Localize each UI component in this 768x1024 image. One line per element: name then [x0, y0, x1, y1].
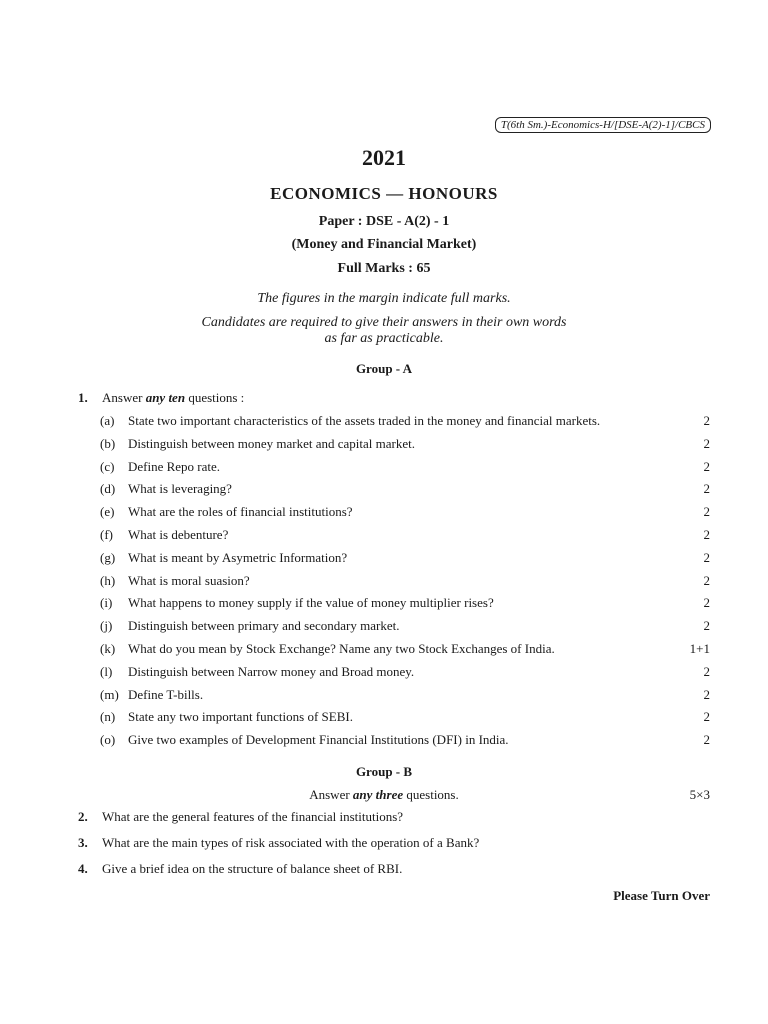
group-b-question: [78, 861, 708, 877]
group-b-question: [78, 835, 708, 851]
question-number: 4.: [78, 861, 88, 876]
instruction-prefix: Answer: [309, 787, 353, 802]
paper-title: (Money and Financial Market): [291, 237, 477, 252]
sub-question-marks: 2: [703, 481, 710, 497]
sub-question-text: Distinguish between money market and capital market.: [128, 435, 415, 451]
question-text: What are the main types of risk associated with the operation of a Bank?: [102, 835, 480, 850]
sub-question-label: (l): [100, 663, 113, 679]
sub-question-marks: 2: [703, 618, 710, 634]
instruction-prefix: Answer: [102, 390, 146, 405]
sub-question-text: Give two examples of Development Financial Institutions (DFI) in India.: [128, 732, 509, 748]
question-number: 3.: [78, 835, 88, 850]
sub-question-text: What is debenture?: [128, 527, 229, 542]
sub-question-label: (g): [100, 549, 116, 565]
sub-question: [100, 504, 710, 520]
sub-question: [100, 732, 710, 748]
group-b-marks: 5×3: [689, 787, 710, 802]
subject-title: ECONOMICS — HONOURS: [270, 184, 498, 203]
exam-year: 2021: [362, 145, 406, 170]
sub-question-marks: 2: [703, 709, 710, 725]
sub-question: [100, 573, 710, 589]
sub-question-marks: 2: [703, 504, 710, 520]
sub-question: [100, 595, 710, 611]
sub-question-label: (h): [100, 572, 116, 588]
sub-question: [100, 618, 710, 634]
sub-question-label: (b): [100, 435, 116, 451]
instruction-note-3: as far as practicable.: [324, 331, 444, 346]
instruction-suffix: questions :: [185, 390, 245, 405]
sub-question-label: (e): [100, 504, 115, 520]
sub-question: [100, 664, 710, 680]
group-b-question: [78, 809, 708, 825]
paper-code: Paper : DSE - A(2) - 1: [318, 214, 450, 229]
sub-question: [100, 413, 710, 429]
sub-question-label: (d): [100, 481, 116, 497]
sub-question-marks: 2: [703, 732, 710, 748]
sub-question: [100, 550, 710, 566]
sub-question-label: (f): [100, 527, 113, 542]
group-a-heading: Group - A: [355, 361, 413, 376]
sub-question-marks: 2: [703, 458, 710, 474]
sub-question-text: Distinguish between primary and secondary market.: [128, 618, 400, 634]
sub-question-marks: 2: [703, 549, 710, 565]
sub-question-label: (c): [100, 458, 115, 474]
sub-question: [100, 436, 710, 452]
instruction-note-1: The figures in the margin indicate full marks.: [257, 291, 511, 306]
sub-question-text: What do you mean by Stock Exchange? Name any two Stock Exchanges of India.: [128, 641, 555, 656]
sub-question: [100, 687, 710, 703]
sub-question-marks: 2: [703, 686, 710, 702]
sub-question-marks: 1+1: [689, 641, 710, 656]
sub-question-marks: 2: [703, 435, 710, 451]
please-turn-over: Please Turn Over: [613, 888, 710, 903]
sub-question-label: (a): [100, 413, 115, 428]
question-text: Give a brief idea on the structure of balance sheet of RBI.: [102, 861, 403, 876]
sub-question-label: (i): [100, 595, 113, 611]
sub-question-label: (o): [100, 732, 116, 748]
sub-question-label: (j): [100, 618, 113, 634]
sub-question-text: State any two important functions of SEBI.: [128, 709, 353, 725]
paper-code-box: T(6th Sm.)-Economics-H/[DSE-A(2)-1]/CBCS: [495, 117, 711, 133]
full-marks: Full Marks : 65: [337, 261, 431, 276]
instruction-suffix: questions.: [403, 787, 459, 802]
sub-question-text: What is meant by Asymetric Information?: [128, 549, 348, 565]
question-text: What are the general features of the financial institutions?: [102, 809, 404, 824]
sub-question-text: Define T-bills.: [128, 686, 204, 702]
instruction-emphasis: any ten: [145, 390, 186, 405]
sub-question-text: Define Repo rate.: [128, 458, 221, 474]
group-b-instruction: [0, 787, 768, 803]
sub-question-text: What are the roles of financial institutions?: [128, 504, 353, 520]
sub-question-label: (k): [100, 641, 116, 656]
instruction-note-2: Candidates are required to give their answers in their own words: [201, 315, 567, 330]
question-number: 1.: [78, 390, 88, 405]
sub-question-text: What is leveraging?: [128, 481, 232, 497]
sub-question-marks: 2: [703, 413, 710, 428]
question-1-header: [78, 390, 244, 406]
sub-question-text: What is moral suasion?: [128, 572, 250, 588]
sub-question-marks: 2: [703, 663, 710, 679]
sub-question-text: What happens to money supply if the value of money multiplier rises?: [128, 595, 494, 611]
sub-question-text: Distinguish between Narrow money and Broad money.: [128, 663, 415, 679]
sub-question-marks: 2: [703, 595, 710, 611]
group-b-heading: Group - B: [355, 764, 413, 779]
instruction-emphasis: any three: [352, 787, 404, 802]
sub-question: [100, 709, 710, 725]
sub-question-text: State two important characteristics of the assets traded in the money and financial markets.: [128, 413, 601, 428]
sub-question: [100, 459, 710, 475]
sub-question-marks: 2: [703, 572, 710, 588]
sub-question: [100, 641, 710, 657]
sub-question: [100, 481, 710, 497]
sub-question-label: (n): [100, 709, 116, 725]
question-number: 2.: [78, 809, 88, 824]
sub-question-marks: 2: [703, 527, 710, 542]
sub-question-label: (m): [100, 686, 119, 702]
sub-question: [100, 527, 710, 543]
